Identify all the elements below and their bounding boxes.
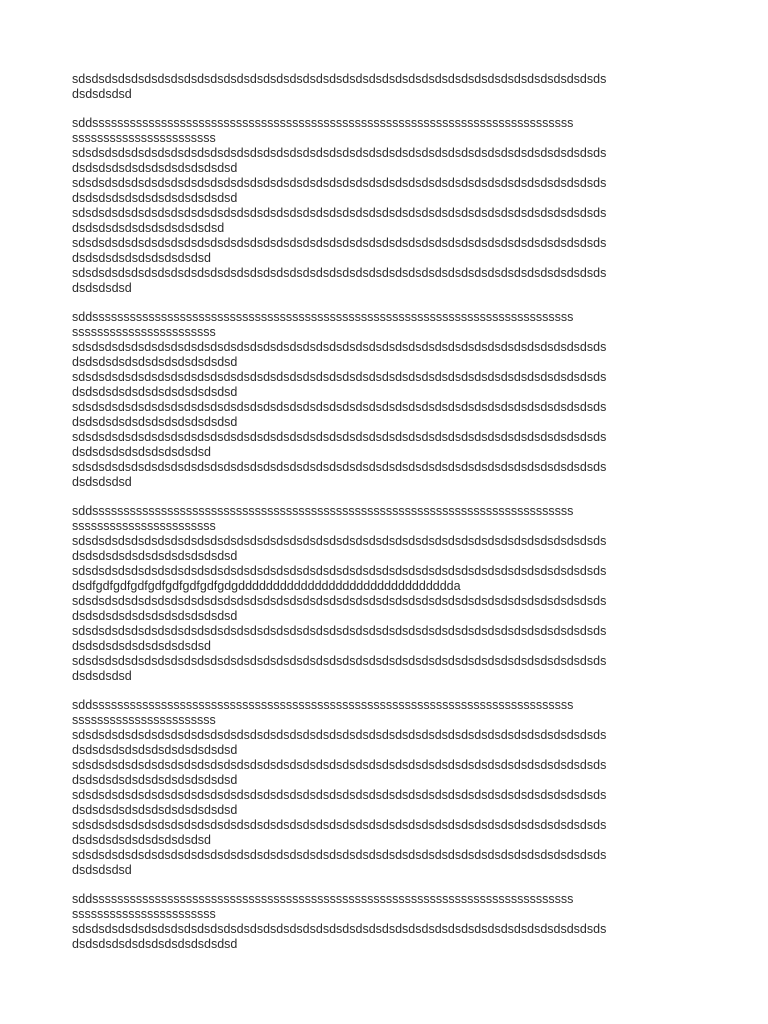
paragraph-5 — [72, 698, 702, 878]
text-line: sddsssssssssssssssssssssssssssssssssssssssssssssssssssssssssssssssssssssssssssss — [72, 116, 574, 130]
text-line: sddsssssssssssssssssssssssssssssssssssssssssssssssssssssssssssssssssssssssssssss — [72, 892, 574, 906]
text-line: dsdsdsdsdsdsdsdsdsdsdsdsd — [72, 415, 238, 429]
text-line: sdsdsdsdsdsdsdsdsdsdsdsdsdsdsdsdsdsdsdsdsdsdsdsdsdsdsdsdsdsdsdsdsdsdsdsdsdsdsdsds — [72, 922, 607, 936]
text-line: dsdsdsdsd — [72, 669, 132, 683]
text-line: dsdsdsdsdsdsdsdsdsdsd — [72, 445, 211, 459]
text-line: sdsdsdsdsdsdsdsdsdsdsdsdsdsdsdsdsdsdsdsdsdsdsdsdsdsdsdsdsdsdsdsdsdsdsdsdsdsdsdsds — [72, 460, 607, 474]
text-line: dsdsdsdsdsdsdsdsdsdsdsdsd — [72, 385, 238, 399]
text-line: sdsdsdsdsdsdsdsdsdsdsdsdsdsdsdsdsdsdsdsdsdsdsdsdsdsdsdsdsdsdsdsdsdsdsdsdsdsdsdsds — [72, 818, 607, 832]
text-line: sdsdsdsdsdsdsdsdsdsdsdsdsdsdsdsdsdsdsdsdsdsdsdsdsdsdsdsdsdsdsdsdsdsdsdsdsdsdsdsds — [72, 728, 607, 742]
text-line: sssssssssssssssssssssss — [72, 907, 216, 921]
text-line: sdsdsdsdsdsdsdsdsdsdsdsdsdsdsdsdsdsdsdsdsdsdsdsdsdsdsdsdsdsdsdsdsdsdsdsdsdsdsdsds — [72, 594, 607, 608]
text-line: sdsdsdsdsdsdsdsdsdsdsdsdsdsdsdsdsdsdsdsdsdsdsdsdsdsdsdsdsdsdsdsdsdsdsdsdsdsdsdsds — [72, 848, 607, 862]
paragraph-1 — [72, 72, 702, 102]
text-line: sdsdsdsdsdsdsdsdsdsdsdsdsdsdsdsdsdsdsdsdsdsdsdsdsdsdsdsdsdsdsdsdsdsdsdsdsdsdsdsds — [72, 400, 607, 414]
text-line: sdsdsdsdsdsdsdsdsdsdsdsdsdsdsdsdsdsdsdsdsdsdsdsdsdsdsdsdsdsdsdsdsdsdsdsdsdsdsdsds — [72, 534, 607, 548]
text-line: sssssssssssssssssssssss — [72, 325, 216, 339]
text-line: dsdsdsdsdsdsdsdsdsdsd — [72, 833, 211, 847]
text-line: dsdsdsdsdsdsdsdsdsdsdsdsd — [72, 937, 238, 951]
text-line: sdsdsdsdsdsdsdsdsdsdsdsdsdsdsdsdsdsdsdsdsdsdsdsdsdsdsdsdsdsdsdsdsdsdsdsdsdsdsdsds — [72, 564, 607, 578]
text-line: dsdsdsdsdsdsdsdsdsdsd — [72, 639, 211, 653]
text-line: sdsdsdsdsdsdsdsdsdsdsdsdsdsdsdsdsdsdsdsdsdsdsdsdsdsdsdsdsdsdsdsdsdsdsdsdsdsdsdsds — [72, 72, 607, 86]
text-line: sddsssssssssssssssssssssssssssssssssssssssssssssssssssssssssssssssssssssssssssss — [72, 310, 574, 324]
text-line: sdsdsdsdsdsdsdsdsdsdsdsdsdsdsdsdsdsdsdsdsdsdsdsdsdsdsdsdsdsdsdsdsdsdsdsdsdsdsdsds — [72, 340, 607, 354]
paragraph-3 — [72, 310, 702, 490]
text-line: sdsdsdsdsdsdsdsdsdsdsdsdsdsdsdsdsdsdsdsdsdsdsdsdsdsdsdsdsdsdsdsdsdsdsdsdsdsdsdsds — [72, 430, 607, 444]
text-line: sdsdsdsdsdsdsdsdsdsdsdsdsdsdsdsdsdsdsdsdsdsdsdsdsdsdsdsdsdsdsdsdsdsdsdsdsdsdsdsds — [72, 370, 607, 384]
text-line: dsdsdsdsdsdsdsdsdsdsdsdsd — [72, 549, 238, 563]
text-line: sssssssssssssssssssssss — [72, 131, 216, 145]
paragraph-2 — [72, 116, 702, 296]
text-line: dsdsdsdsdsdsdsdsdsdsdsdsd — [72, 355, 238, 369]
paragraph-6 — [72, 892, 702, 952]
text-line: dsdsdsdsdsdsdsdsdsdsdsdsd — [72, 743, 238, 757]
text-line: sdsdsdsdsdsdsdsdsdsdsdsdsdsdsdsdsdsdsdsdsdsdsdsdsdsdsdsdsdsdsdsdsdsdsdsdsdsdsdsds — [72, 266, 607, 280]
text-line: dsdsdsdsdsdsdsdsdsdsdsdsd — [72, 773, 238, 787]
text-line: dsdsdsdsd — [72, 863, 132, 877]
paragraph-4 — [72, 504, 702, 684]
text-line: sdsdsdsdsdsdsdsdsdsdsdsdsdsdsdsdsdsdsdsdsdsdsdsdsdsdsdsdsdsdsdsdsdsdsdsdsdsdsdsds — [72, 176, 607, 190]
text-line: dsdfgdfgdfgdfgdfgdfgdfgdfgdgddddddddddddddddddddddddddddddda — [72, 579, 461, 593]
text-line: dsdsdsdsdsdsdsdsdsdsdsdsd — [72, 609, 238, 623]
document-page — [72, 72, 702, 966]
text-line: dsdsdsdsdsdsdsdsdsdsdsdsd — [72, 803, 238, 817]
text-line: dsdsdsdsdsdsdsdsdsdsd — [72, 251, 211, 265]
text-line: dsdsdsdsd — [72, 281, 132, 295]
text-line: sdsdsdsdsdsdsdsdsdsdsdsdsdsdsdsdsdsdsdsdsdsdsdsdsdsdsdsdsdsdsdsdsdsdsdsdsdsdsdsds — [72, 654, 607, 668]
text-line: sdsdsdsdsdsdsdsdsdsdsdsdsdsdsdsdsdsdsdsdsdsdsdsdsdsdsdsdsdsdsdsdsdsdsdsdsdsdsdsds — [72, 624, 607, 638]
text-line: sddsssssssssssssssssssssssssssssssssssssssssssssssssssssssssssssssssssssssssssss — [72, 504, 574, 518]
text-line: dsdsdsdsdsdsdsdsdsdsdsd — [72, 221, 225, 235]
text-line: sdsdsdsdsdsdsdsdsdsdsdsdsdsdsdsdsdsdsdsdsdsdsdsdsdsdsdsdsdsdsdsdsdsdsdsdsdsdsdsds — [72, 146, 607, 160]
text-line: sssssssssssssssssssssss — [72, 519, 216, 533]
text-line: sdsdsdsdsdsdsdsdsdsdsdsdsdsdsdsdsdsdsdsdsdsdsdsdsdsdsdsdsdsdsdsdsdsdsdsdsdsdsdsds — [72, 788, 607, 802]
text-line: dsdsdsdsdsdsdsdsdsdsdsdsd — [72, 161, 238, 175]
text-line: sddsssssssssssssssssssssssssssssssssssssssssssssssssssssssssssssssssssssssssssss — [72, 698, 574, 712]
text-line: sssssssssssssssssssssss — [72, 713, 216, 727]
text-line: dsdsdsdsd — [72, 87, 132, 101]
text-line: sdsdsdsdsdsdsdsdsdsdsdsdsdsdsdsdsdsdsdsdsdsdsdsdsdsdsdsdsdsdsdsdsdsdsdsdsdsdsdsds — [72, 206, 607, 220]
text-line: dsdsdsdsd — [72, 475, 132, 489]
text-line: sdsdsdsdsdsdsdsdsdsdsdsdsdsdsdsdsdsdsdsdsdsdsdsdsdsdsdsdsdsdsdsdsdsdsdsdsdsdsdsds — [72, 236, 607, 250]
text-line: dsdsdsdsdsdsdsdsdsdsdsdsd — [72, 191, 238, 205]
text-line: sdsdsdsdsdsdsdsdsdsdsdsdsdsdsdsdsdsdsdsdsdsdsdsdsdsdsdsdsdsdsdsdsdsdsdsdsdsdsdsds — [72, 758, 607, 772]
